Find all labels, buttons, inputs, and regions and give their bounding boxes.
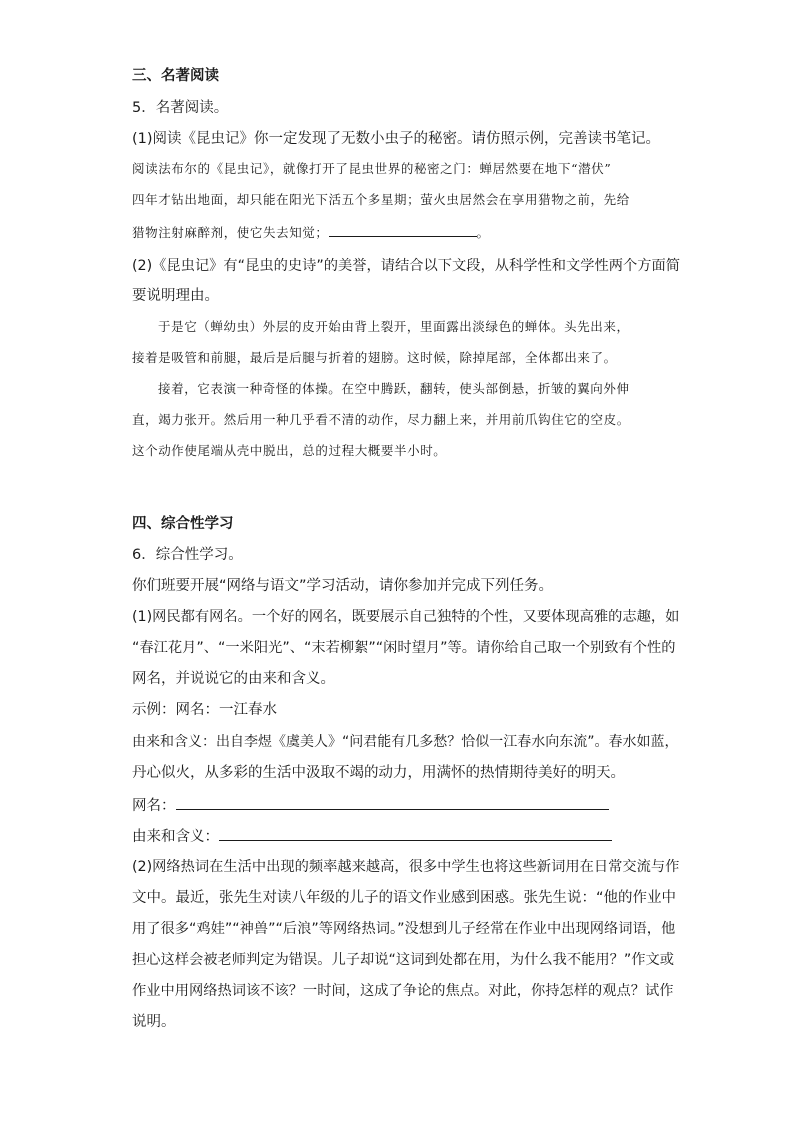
note-answer-blank[interactable] (329, 222, 477, 237)
note-line-3-text: 猎物注射麻醉剂，使它失去知觉； (132, 225, 329, 240)
question-6-part-2-line-5: 作业中用网络热词该不该？一时间，这成了争论的焦点。对此，你持怎样的观点？试作 (132, 983, 674, 999)
passage-line-1: 于是它（蝉幼虫）外层的皮开始由背上裂开，里面露出淡绿色的蝉体。头先出来， (158, 319, 630, 334)
question-5-part-2-line-1: (2)《昆虫记》有“昆虫的史诗”的美誉，请结合以下文段，从科学性和文学性两个方面简 (132, 258, 680, 274)
passage-line-3: 接着，它表演一种奇怪的体操。在空中腾跃，翻转，使头部倒悬，折皱的翼向外伸 (158, 381, 630, 396)
passage-line-2: 接着是吸管和前腿，最后是后腿与折着的翅膀。这时候，除掉尾部，全体都出来了。 (132, 350, 617, 365)
question-5-part-1: (1)阅读《昆虫记》你一定发现了无数小虫子的秘密。请仿照示例，完善读书笔记。 (132, 131, 661, 147)
net-name-row (132, 795, 609, 816)
question-5-part-2-line-2: 要说明理由。 (132, 288, 219, 304)
passage-line-5: 这个动作使尾端从壳中脱出，总的过程大概要半小时。 (132, 443, 447, 458)
meaning-row (132, 826, 612, 847)
question-6-intro: 你们班要开展“网络与语文”学习活动，请你参加并完成下列任务。 (132, 578, 554, 594)
question-6-part-2-line-3: 用了很多“鸡娃”“神兽”“后浪”等网络热词。”没想到儿子经常在作业中出现网络词语，他 (132, 921, 676, 937)
question-5-label: 5．名著阅读。 (132, 100, 229, 116)
example-net-name: 示例：网名：一江春水 (132, 702, 277, 718)
meaning-answer-blank[interactable] (219, 826, 612, 841)
example-origin-line-2: 丹心似火，从多彩的生活中汲取不竭的动力，用满怀的热情期待美好的明天。 (132, 765, 625, 781)
note-line-3-end: 。 (476, 225, 490, 240)
note-line-1: 阅读法布尔的《昆虫记》，就像打开了昆虫世界的秘密之门：蝉居然要在地下“潜伏” (132, 161, 612, 176)
question-6-label: 6．综合性学习。 (132, 547, 243, 563)
net-name-label: 网名： (132, 798, 176, 814)
section-heading-4: 四、综合性学习 (132, 516, 234, 532)
question-6-part-1-line-3: 网名，并说说它的由来和含义。 (132, 671, 335, 687)
passage-line-4: 直，竭力张开。然后用一种几乎看不清的动作，尽力翻上来，并用前爪钩住它的空皮。 (132, 412, 630, 427)
meaning-label: 由来和含义： (132, 829, 219, 845)
question-6-part-2-line-2: 文中。最近，张先生对读八年级的儿子的语文作业感到困惑。张先生说：“他的作业中 (132, 890, 677, 906)
question-6-part-1-line-2: “春江花月”、“一米阳光”、“末若柳絮”“闲时望月”等。请你给自己取一个别致有个性的 (132, 640, 676, 656)
section-heading-3: 三、名著阅读 (132, 68, 219, 84)
question-6-part-2-line-4: 担心这样会被老师判定为错误。儿子却说“这词到处都在用，为什么我不能用？”作文或 (132, 952, 675, 968)
question-6-part-1-line-1: (1)网民都有网名。一个好的网名，既要展示自己独特的个性，又要体现高雅的志趣，如 (132, 609, 680, 625)
note-line-2: 四年才钻出地面，却只能在阳光下活五个多星期；萤火虫居然会在享用猎物之前，先给 (132, 192, 630, 207)
note-line-3 (132, 222, 490, 243)
question-6-part-2-line-1: (2)网络热词在生活中出现的频率越来越高，很多中学生也将这些新词用在日常交流与作 (132, 859, 680, 875)
question-6-part-2-line-6: 说明。 (132, 1014, 176, 1030)
net-name-answer-blank[interactable] (176, 795, 609, 810)
example-origin-line-1: 由来和含义：出自李煜《虞美人》“问君能有几多愁？恰似一江春水向东流”。春水如蓝， (132, 734, 679, 750)
